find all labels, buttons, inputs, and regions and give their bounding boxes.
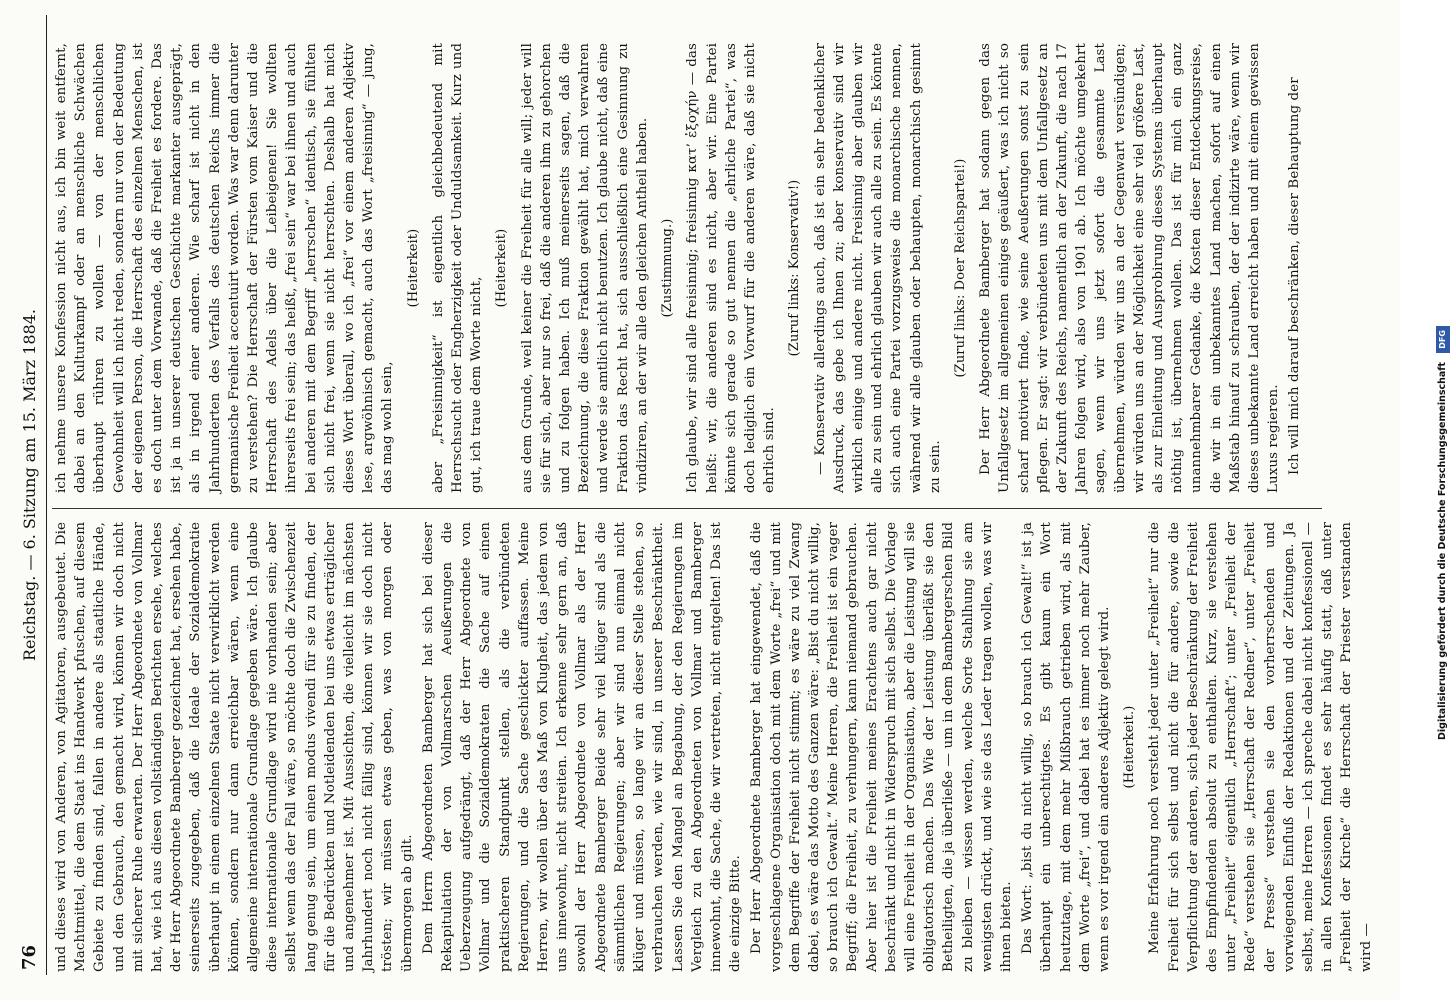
interjection: (Zustimmung.) [660,218,676,318]
paragraph: aus dem Grunde, weil keiner die Freiheit für alle will; jeder will sie für sich, aber nur so frei, daß die anderen ihm zu gehorchen und zu folgen haben. Ich muß meinerseits sagen, daß die Bezeichnung, die diese Fraktion gewählt hat, mich verwahren und werde sie amtlich nicht benutzen. Ich glaube nicht, daß eine Fraktion das Recht hat, sich ausschließlich eine Gesinnung zu vindiziren, an der wir alle den gleichen Antheil haben. [519,43,650,493]
dfg-logo: DFG [1436,326,1450,353]
page-number: 76 [18,944,40,970]
running-title: Reichstag. — 6. Sitzung am 15. März 1884. [19,309,39,662]
paragraph: Dem Herrn Abgeordneten Bamberger hat sich bei dieser Rekapitulation der von Vollmarschen Aeußerungen die Ueberzeugung aufgedrängt, daß der Herr Abgeordnete von Vollmar und die Sozialdemokraten die Sache auf einen praktischeren Standpunkt stellen, als die verbündeten Regierungen, und die Sache geschickter auffassen. Meine Herren, wir wollen über das Maß von Klugheit, das jedem von uns innewohnt, nicht streiten. Ich erkenne sehr gern an, daß sowohl der Herr Abgeordnete von Vollmar als der Herr Abgeordnete Bamberger Beide sehr viel klüger sind als die sämmtlichen Regierungen; aber wir sind nun einmal nicht klüger und müssen, so lange wir an dieser Stelle stehen, so verbrauchen werden, wie wir sind, in unserer Beschränktheit. Lassen Sie den Mangel an Begabung, der den Regierungen im Vergleich zu den Abgeordneten von Vollmar und Bamberger innewohnt, die Sache, die wir vertreten, nicht entgelten! Das ist die einzige Bitte. [420,522,744,972]
interjection: (Heiterkeit.) [1122,705,1138,789]
paragraph: ich nehme unsere Konfession nicht aus, ich bin weit entfernt, dabei an den Kulturkampf oder an menschliche Schwächen überhaupt rühren zu wollen — von der menschlichen Gewohnheit will ich nicht reden, sondern nur von der Bedeutung der eigenen Person, die Herrschaft des einzelnen Menschen, ist es doch unter dem Vorwande, daß die Freiheit es fordere. Das ist ja in unserer deutschen Geschichte markanter ausgeprägt, als in irgend einer anderen. Wie scharf ist nicht in den Jahrhunderten des Verfalls des deutschen Reichs immer die germanische Freiheit accentuirt worden. Was war denn darunter zu verstehen? Die Herrschaft der Fürsten vom Kaiser und die Herrschaft des Adels über die Leibeigenen! Sie wollten ihrerseits frei sein; das heißt, „frei sein“ war bei ihnen und auch bei anderen mit dem Begriff „herrschen“ identisch, sie fühlten sich nicht frei, wenn sie nicht herrschten. Deshalb hat mich dieses Wort überall, wo ich „frei“ vor einem anderen Adjektiv lese, argwöhnisch gemacht, auch das Wort „freisinnig“ — jung, das mag wohl sein, [54,43,396,493]
paragraph: Ich glaube, wir sind alle freisinnig; freisinnig κατ’ ἐξοχήν — das heißt: wir, die anderen sind es nicht, aber wir. Eine Partei könnte sich gerade so gut nennen die „ehrliche Partei“, was doch lediglich ein Vorwurf für die anderen wäre, daß sie nicht ehrlich sind. [685,43,778,493]
column-separator [52,508,1322,509]
paragraph: Der Herr Abgeordnete Bamberger hat eingewendet, daß die vorgeschlagene Organisation doch mit dem Worte „frei“ und mit dem Begriffe der Freiheit nicht stimmt; es wäre zu viel Zwang dabei, es wäre das Motto des Ganzen wäre: „Bist du nicht willig, so brauch ich Gewalt.“ Meine Herren, die Freiheit ist ein vager Begriff; die Freiheit, zu verhungern, kann niemand gebrauchen. Aber hier ist die Freiheit meines Erachtens auch gar nicht beschränkt und nicht in Widerspruch mit sich selbst. Die Vorlage will eine Freiheit in der Organisation, aber die Leistung will sie obligatorisch machen. Das Wie der Leistung überläßt sie den Betheiligten, die ja überließe — um in dem Bambergerschen Bild zu bleiben — wissen werden, welche Sorte Stahlhung sie am wenigsten drückt, und wie sie das Leder tragen wollen, was wir ihnen bieten. [749,522,1014,972]
header-spacer [20,20,39,25]
funding-text: Digitalisierung gefördert durch die Deutsche Forschungsgemeinschaft [1437,362,1448,740]
paragraph: aber „Freisinnigkeit“ ist eigentlich gleichbedeutend mit Herrschsucht oder Engherzigkeit oder Unduldsamkeit. Kurz und gut, ich traue dem Worte nicht, [430,43,485,493]
dfg-funding-notice [1432,0,1454,740]
paragraph: Ich will mich darauf beschränken, dieser Behauptung der [1287,77,1303,475]
interjection: (Zuruf links: Konservativ!) [787,179,803,357]
paragraph: Meine Erfahrung noch versteht jeder unter „Freiheit“ nur die Freiheit für sich selbst und nicht die für andere, sowie die Verpflichtung der anderen, sich jeder Beschränkung der Freiheit des Empfindenden absolut zu enthalten. Kurz, sie verstehen unter „Freiheit“ eigentlich „Herrschaft“; unter „Freiheit der Rede“ verstehen sie „Herrschaft der Redner“, unter „Freiheit der Presse“ verstehen sie den vorherrschenden und vorwiegenden Einfluß der Redaktionen und der Zeitungen. Ja selbst, meine Herren — ich spreche dabei nicht konfessionell — in allen Konfessionen findet es sehr häufig statt, daß unter „Freiheit der Kirche“ die Herrschaft der Priester verstanden wird — [1147,522,1374,972]
paragraph: und dieses wird von Anderen, von Agitatoren, ausgebeutet. Die Machtmittel, die dem Staat ins Handwerk pfuschen, auf diesem Gebiete zu finden sind, fallen in andere als staatliche Hände, und den Gebrauch, den gemacht wird, können wir doch nicht mit sicherer Ruhe erwarten. Der Herr Abgeordnete von Vollmar hat, wie ich aus diesen vollständigen Berichten ersehe, welches der Herr Abgeordnete Bamberger gezeichnet hat, ersehen habe, seinerseits zugegeben, daß die Ideale der Sozialdemokratie überhaupt in einem einzelnen Staate nicht verwirklicht werden können, sondern nur dann erreichbar wären, wenn eine allgemeine internationale Grundlage gegeben wäre. Ich glaube diese internationale Grundlage wird nie vorhanden sein; aber selbst wenn das der Fall wäre, so möchte doch die Zwischenzeit lang genug sein, um einen modus vivendi für sie zu finden, der für die Bedrückten und Notleidenden bei uns etwas erträglicher und angenehmer ist. Mit Aussichten, die vielleicht im nächsten Jahrhundert noch nicht fällig sind, können wir sie doch nicht trösten; wir müssen etwas geben, was von morgen oder übermorgen ab gilt. [54,522,415,972]
interjection: (Heiterkeit) [405,228,421,308]
header-rule [46,15,47,975]
interjection: (Zuruf links: Doer Reichspartei!) [952,158,968,378]
paragraph: Das Wort: „bist du nicht willig, so brauch ich Gewalt!“ ist ja überhaupt ein unberechtigtes. Es gibt kaum ein Wort heutzutage, mit dem mehr Mißbrauch getrieben wird, als mit dem Worte „frei“, und dabei hat es immer noch mehr Zauber, wenn es vor irgend ein anderes Adjektiv gelegt wird. [1020,522,1112,972]
page-header [12,20,46,970]
left-column [52,522,1374,972]
interjection: (Heiterkeit) [494,228,510,308]
right-column [52,43,1322,493]
paragraph: Der Herr Abgeordnete Bamberger hat sodann gegen das Unfallgesetz im allgemeinen einiges geäußert, was ich nicht so scharf motiviert finde, wie seine Aeußerungen sonst zu sein pflegen. Er sagt: wir verbündeten uns mit dem Unfallgesetz an der Zukunft des Reichs, namentlich an der Zukunft, die nach 17 Jahren folgen wird, also von 1901 ab. Ich möchte umgekehrt sagen, wenn wir uns jetzt sofort die gesammte Last übernehmen, würden wir uns an der Gegenwart versündigen; wir würden uns an der Möglichkeit eine sehr viel größere Last, als zur Einleitung und Ausprobirung dieses Systems überhaupt nöthig ist, übernehmen wollen. Das ist für mich ein ganz unannehmbarer Gedanke, die Kosten dieser Entdeckungsreise, die wir in ein unbekanntes Land machen, sofort auf einen Maßstab hinauf zu schrauben, der der indizirte wäre, wenn wir dieses unbekannte Land erreicht haben und mit einem gewissen Luxus regieren. [978,43,1282,493]
paragraph: — Konservativ allerdings auch, daß ist ein sehr bedenklicher Ausdruck, das gebe ich Ihnen zu; aber konservativ sind wir wirklich einige und andere nicht. Freisinnig aber glauben wir alle zu sein und ehrlich glauben wir auch alle zu sein. Es könnte sich auch eine Partei vorzugsweise die monarchische nennen, während wir alle glauben oder behaupten, monarchisch gesinnt zu sein. [812,43,943,493]
side-notice-bar [1402,0,1432,1000]
